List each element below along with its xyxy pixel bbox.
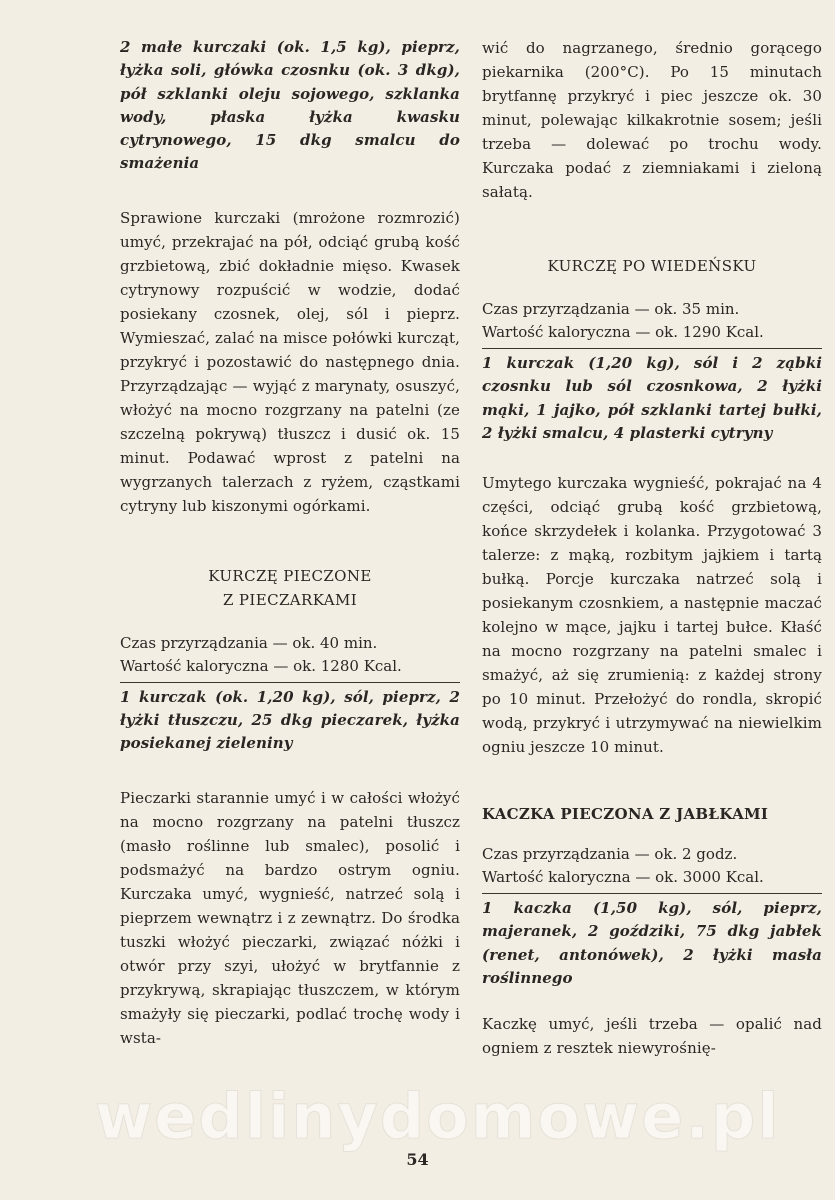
ingredients-list: 2 małe kurczaki (ok. 1,5 kg), pieprz, łyżka soli, główka czosnku (ok. 3 dkg), pół szklanki oleju sojowego, szklanka wody, płaska łyżka kwasku cytrynowego, 15 dkg smalcu do smażenia [120,38,460,173]
prep-time: Czas przyrządzania — ok. 2 godz. [482,845,738,864]
recipe-meta [120,632,460,678]
recipe-instructions: Umytego kurczaka wygnieść, pokrajać na 4 części, odciąć grubą kość grzbietową, końce skrzydełek i kolanka. Przygotować 3 talerze: z mąką, rozbitym jajkiem i tartą bułką. Porcje kurczaka natrzeć solą i posiekanym czosnkiem, a następnie maczać kolejno w mące, jajku i tartej bułce. Kłaść na mocno rozgrzany na patelni smalec i smażyć, aż się zrumienią: z każdej strony po 10 minut. Przełożyć do rondla, skropić wodą, przykryć i utrzymywać na niewielkim ogniu jeszcze 10 minut. [482,474,822,757]
recipe-meta [482,843,822,889]
calorie-value: Wartość kaloryczna — ok. 1280 Kcal. [120,656,402,675]
prep-time: Czas przyrządzania — ok. 35 min. [482,300,740,318]
recipe-title-line: KURCZĘ PIECZONE [208,566,372,585]
recipe-instructions: Kaczkę umyć, jeśli trzeba — opalić nad ogniem z resztek niewyrośnię- [482,1015,822,1058]
page-number: 54 [406,1150,429,1169]
recipe-instructions: Pieczarki starannie umyć i w całości włożyć na mocno rozgrzany na patelni tłuszcz (masło roślinne lub smalec), posolić i podsmażyć na bardzo ostrym ogniu. Kurczaka umyć, wygnieść, natrzeć solą i pieprzem wewnątrz i z zewnątrz. Do środka tuszki włożyć pieczarki, związać nóżki i otwór przy szyi, ułożyć w brytfannie z przykrywą, skrapiając tłuszczem, w którym smażyły się pieczarki, podlać trochę wody i wsta- [120,788,460,1047]
calorie-value: Wartość kaloryczna — ok. 1290 Kcal. [482,323,764,341]
ingredients-list: 1 kurczak (ok. 1,20 kg), sól, pieprz, 2 łyżki tłuszczu, 25 dkg pieczarek, łyżka posiekanej zieleniny [120,687,460,753]
recipe-title-line: Z PIECZARKAMI [222,590,358,609]
divider-rule [482,893,822,894]
watermark: wedlinydomowe.pl [95,1080,781,1153]
divider-rule [482,348,822,349]
recipe-meta [482,298,822,344]
ingredients-list: 1 kurczak (1,20 kg), sól i 2 ząbki czosnku lub sól czosnkowa, 2 łyżki mąki, 1 jajko, pół szklanki tartej bułki, 2 łyżki smalcu, 4 plasterki cytryny [482,354,822,442]
recipe-instructions: wić do nagrzanego, średnio gorącego piekarnika (200°C). Po 15 minutach brytfannę przykryć i piec jeszcze ok. 30 minut, polewając kilkakrotnie sosem; jeśli trzeba — dolewać po trochu wody. Kurczaka podać z ziemniakami i zieloną sałatą. [482,39,822,201]
recipe-title [120,564,460,612]
ingredients-list: 1 kaczka (1,50 kg), sól, pieprz, majeranek, 2 goździki, 75 dkg jabłek (renet, antonówek), 2 łyżki masła roślinnego [482,899,822,988]
right-column [482,36,822,1060]
left-column [120,36,460,1050]
recipe-title: KURCZĘ PO WIEDEŃSKU [547,257,757,275]
prep-time: Czas przyrządzania — ok. 40 min. [120,633,378,652]
divider-rule [120,682,460,683]
recipe-instructions: Sprawione kurczaki (mrożone rozmrozić) umyć, przekrajać na pół, odciąć grubą kość grzbietową, zbić dokładnie mięso. Kwasek cytrynowy rozpuścić w wodzie, dodać posiekany czosnek, olej, sól i pieprz. Wymieszać, zalać na misce połówki kurcząt, przykryć i pozostawić do następnego dnia. Przyrządzając — wyjąć z marynaty, osuszyć, włożyć na mocno rozgrzany na patelni (ze szczelną pokrywą) tłuszcz i dusić ok. 15 minut. Podawać wprost z patelni na wygrzanych talerzach z ryżem, cząstkami cytryny lub kiszonymi ogórkami. [120,208,461,515]
calorie-value: Wartość kaloryczna — ok. 3000 Kcal. [482,868,764,887]
recipe-title: KACZKA PIECZONA Z JABŁKAMI [482,805,769,824]
